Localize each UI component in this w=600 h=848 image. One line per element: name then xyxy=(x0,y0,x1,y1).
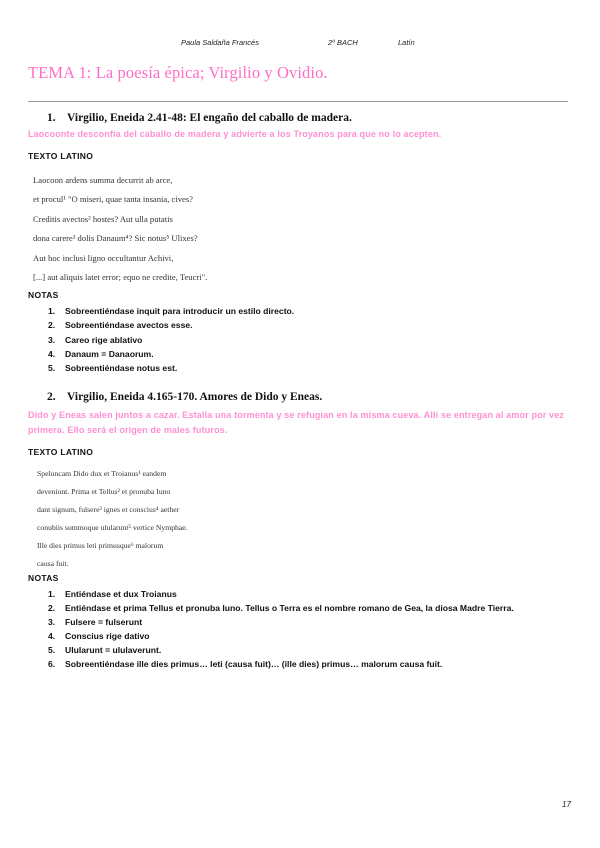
note-number: 4. xyxy=(48,348,56,359)
note-item xyxy=(48,629,568,643)
note-item xyxy=(48,601,568,615)
note-text: Conscius rige dativo xyxy=(65,631,150,642)
note-number: 3. xyxy=(48,617,56,628)
page-number: 17 xyxy=(562,800,571,809)
latin-line: Speluncam Dido dux et Troianus¹ eandem xyxy=(37,469,167,478)
note-item xyxy=(48,333,294,347)
note-text: Fulsere = fulserunt xyxy=(65,617,143,628)
note-number: 6. xyxy=(48,659,56,670)
note-item xyxy=(48,304,294,318)
note-number: 3. xyxy=(48,334,56,345)
note-item xyxy=(48,347,294,361)
section-1-notes-label: NOTAS xyxy=(28,290,59,300)
section-2-latin-text xyxy=(37,465,188,572)
latin-line: Aut hoc inclusi ligno occultantur Achivi, xyxy=(33,252,174,263)
note-text: Sobreentiéndase notus est. xyxy=(65,363,178,374)
note-item xyxy=(48,318,294,332)
note-number: 4. xyxy=(48,631,56,642)
section-2-number: 2. xyxy=(47,391,56,403)
section-1-latin-text xyxy=(33,171,207,287)
latin-line: Laocoon ardens summa decurrit ab arce, xyxy=(33,175,173,185)
note-item xyxy=(48,643,568,657)
note-text: Entiéndase et dux Troianus xyxy=(65,589,177,599)
note-number: 5. xyxy=(48,645,56,656)
section-1-number: 1. xyxy=(47,112,56,124)
section-2-notes xyxy=(48,587,568,672)
latin-line: causa fuit. xyxy=(37,558,69,568)
header-subject: Latín xyxy=(398,38,415,47)
note-number: 1. xyxy=(48,589,56,599)
note-text: Sobreentiéndase inquit para introducir un estilo directo. xyxy=(65,306,295,316)
title-divider xyxy=(28,101,568,102)
latin-line: dant signum, fulsere³ ignes et conscius⁴ aether xyxy=(37,504,180,514)
section-2-latin-label: TEXTO LATINO xyxy=(28,447,94,457)
latin-line: conubiis summoque ulularunt⁵ vertice Nymphae. xyxy=(37,522,188,532)
section-1-notes xyxy=(48,304,294,375)
note-text: Ulularunt = ululaverunt. xyxy=(65,645,162,656)
section-1-summary: Laocoonte desconfía del caballo de madera y advierte a los Troyanos para que no lo acepten. xyxy=(28,129,442,139)
latin-line: dona carere³ dolis Danaum⁴? Sic notus⁵ Ulixes? xyxy=(33,233,198,244)
note-number: 2. xyxy=(48,603,56,614)
note-text: Danaum = Danaorum. xyxy=(65,348,154,359)
note-item xyxy=(48,587,568,601)
note-number: 2. xyxy=(48,320,56,331)
latin-line: [...] aut aliquis latet error; equo ne credite, Teucri". xyxy=(33,272,208,283)
note-text: Careo rige ablativo xyxy=(65,334,143,345)
note-item xyxy=(48,657,568,671)
section-2-summary: Dido y Eneas salen juntos a cazar. Estalla una tormenta y se refugian en la misma cueva. Allí se entregan al amor por vez primera. Ello será el origen de males futuros. xyxy=(28,410,565,435)
latin-line: et procul¹ "O miseri, quae tanta insania, cives? xyxy=(33,194,193,205)
page-title: TEMA 1: La poesía épica; Virgilio y Ovidio. xyxy=(28,63,328,82)
section-1-latin-label: TEXTO LATINO xyxy=(28,151,94,161)
section-2-notes-label: NOTAS xyxy=(28,573,59,583)
section-1-heading xyxy=(47,112,352,124)
latin-line: Ille dies primus leti primusque⁶ malorum xyxy=(37,540,164,550)
note-text: Sobreentiéndase avectos esse. xyxy=(65,320,193,331)
section-2-heading xyxy=(47,391,322,403)
section-1-title: Virgilio, Eneida 2.41-48: El engaño del caballo de madera. xyxy=(67,112,352,124)
note-item xyxy=(48,361,294,375)
note-text: Sobreentiéndase ille dies primus… leti (causa fuit)… (ille dies) primus… malorum causa fuit. xyxy=(65,659,443,670)
header-author: Paula Saldaña Francés xyxy=(181,38,259,47)
note-text: Entiéndase et prima Tellus et pronuba Iuno. Tellus o Terra es el nombre romano de Gea, la diosa Madre Tierra. xyxy=(65,603,514,614)
latin-line: Creditis avectos² hostes? Aut ulla putatis xyxy=(33,213,173,224)
note-number: 5. xyxy=(48,363,56,374)
section-2-title: Virgilio, Eneida 4.165-170. Amores de Dido y Eneas. xyxy=(67,391,323,403)
latin-line: deveniunt. Prima et Tellus² et pronuba Iuno xyxy=(37,486,171,496)
header-course: 2º BACH xyxy=(328,38,358,47)
note-item xyxy=(48,615,568,629)
note-number: 1. xyxy=(48,306,56,316)
